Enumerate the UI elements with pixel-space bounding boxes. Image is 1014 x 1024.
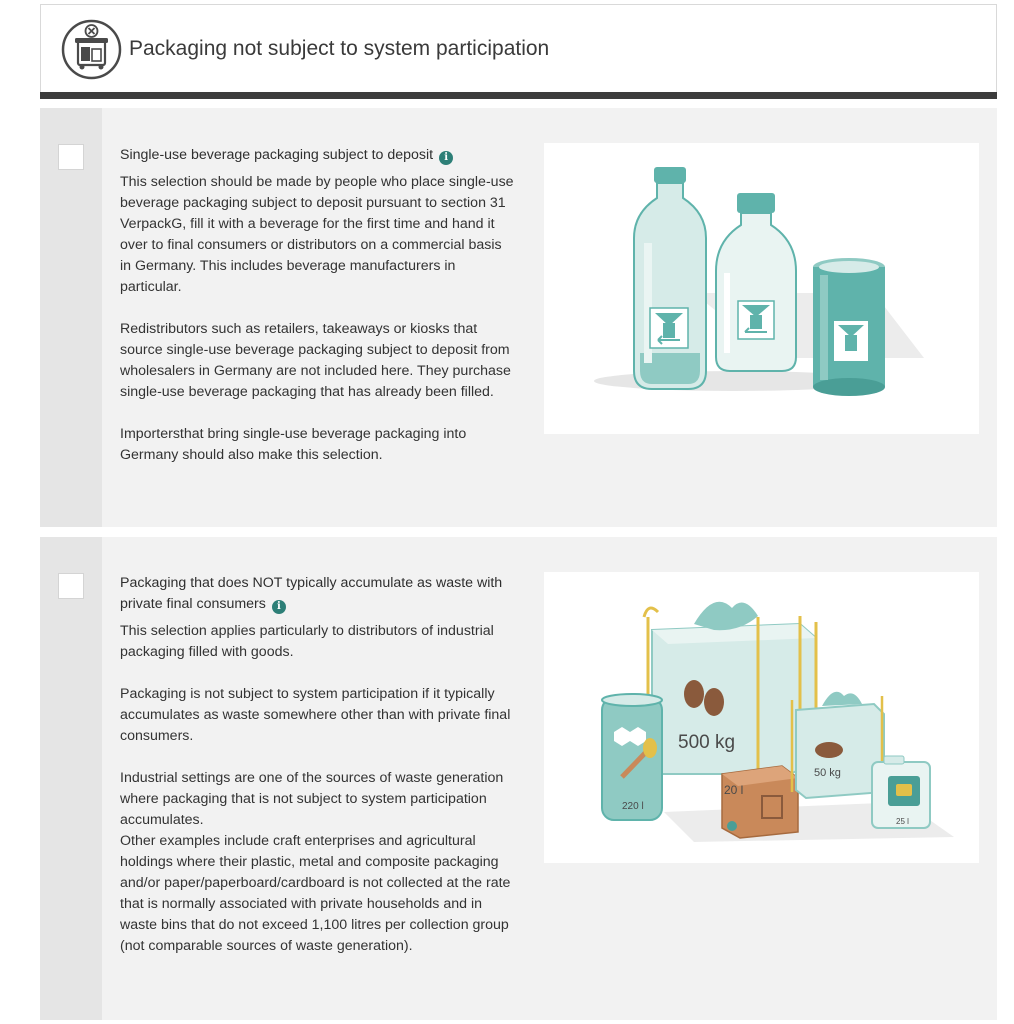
option-text bbox=[120, 573, 514, 957]
card-gutter bbox=[40, 537, 102, 1020]
industrial-checkbox[interactable] bbox=[58, 573, 84, 599]
option-title bbox=[120, 145, 514, 166]
drum-label: 220 l bbox=[622, 801, 644, 812]
option-paragraph: Other examples include craft enterprises and agricultural holdings where their plastic, metal and composite packaging and/or paper/paperboard/cardboard is not collected at the rate that is normally associated with private households and in waste bins that do not exceed 1,100 litres per collection group (not comparable sources of waste generation). bbox=[120, 833, 511, 954]
option-card-industrial bbox=[40, 537, 997, 1020]
canister-label: 25 l bbox=[896, 817, 909, 826]
option-paragraph: Packaging is not subject to system participation if it typically accumulates as waste somewhere other than with private final consumers. bbox=[120, 686, 511, 744]
deposit-bottles-and-can-illustration bbox=[544, 143, 979, 434]
option-title bbox=[120, 573, 514, 615]
header-divider bbox=[40, 92, 997, 99]
option-text bbox=[120, 145, 514, 466]
page-header bbox=[40, 4, 997, 93]
info-icon[interactable]: i bbox=[439, 151, 453, 165]
option-paragraph: Redistributors such as retailers, takeaways or kiosks that source single-use beverage packaging subject to deposit from wholesalers in Germany are not included here. They purchase single-use beverage packaging that has already been filled. bbox=[120, 321, 511, 400]
option-title-text: Single-use beverage packaging subject to deposit bbox=[120, 147, 434, 163]
box-label: 20 l bbox=[724, 783, 744, 797]
option-card-deposit bbox=[40, 108, 997, 527]
sack-label: 50 kg bbox=[814, 767, 841, 779]
bigbag-label: 500 kg bbox=[678, 732, 736, 753]
bin-crossed-packaging-icon bbox=[61, 19, 122, 80]
industrial-packaging-illustration bbox=[544, 572, 979, 863]
info-icon[interactable]: i bbox=[272, 600, 286, 614]
option-paragraph: This selection should be made by people who place single-use beverage packaging subject to deposit pursuant to section 31 VerpackG, fill it with a beverage for the first time and hand it over to final consumers or distributors on a commercial basis in Germany. This includes beverage manufacturers in particular. bbox=[120, 174, 514, 295]
option-paragraph: Industrial settings are one of the sources of waste generation where packaging that is not subject to system participation accumulates. bbox=[120, 770, 504, 828]
option-paragraph: This selection applies particularly to distributors of industrial packaging filled with goods. bbox=[120, 623, 494, 660]
page-title: Packaging not subject to system participation bbox=[129, 37, 550, 60]
card-gutter bbox=[40, 108, 102, 527]
option-title-text: Packaging that does NOT typically accumulate as waste with private final consumers bbox=[120, 575, 503, 612]
deposit-checkbox[interactable] bbox=[58, 144, 84, 170]
option-paragraph: Importersthat bring single-use beverage packaging into Germany should also make this selection. bbox=[120, 426, 467, 463]
